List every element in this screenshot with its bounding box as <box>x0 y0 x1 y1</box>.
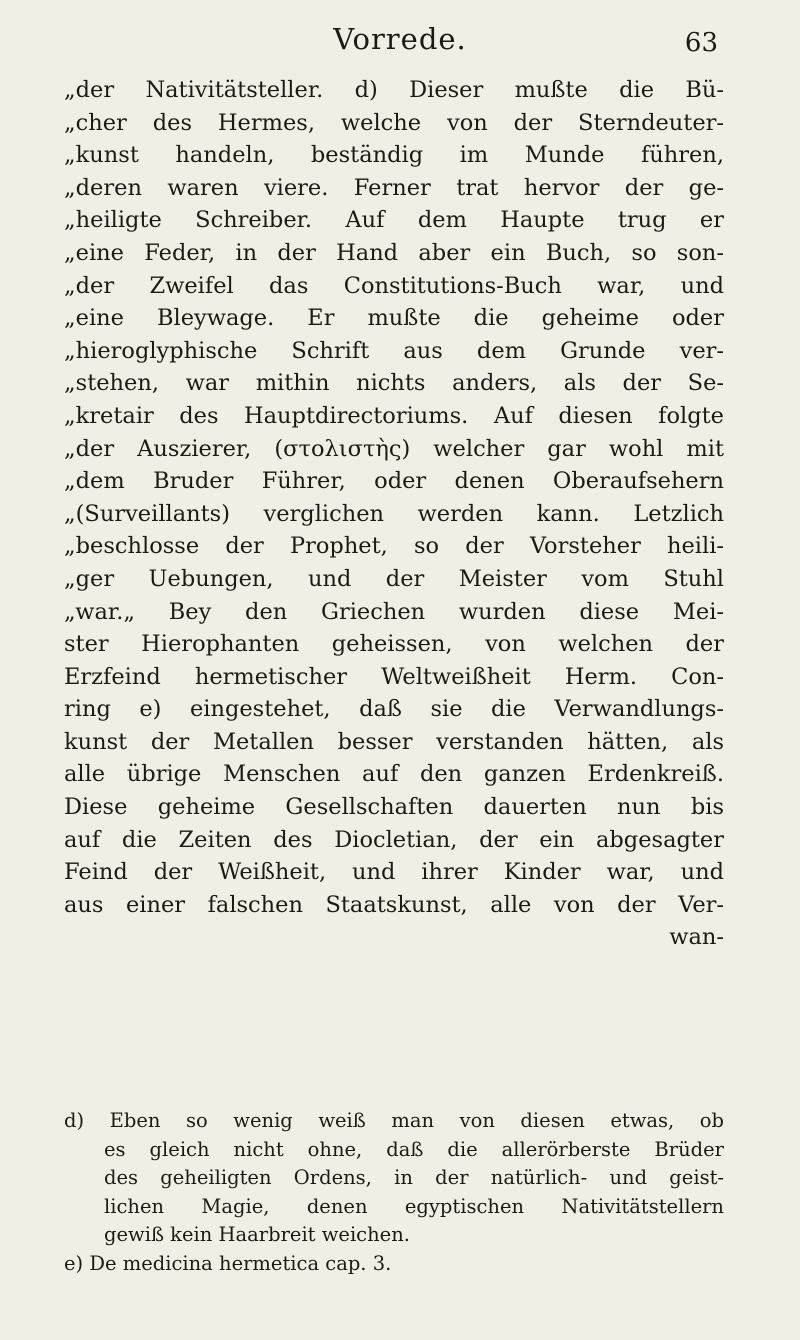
footnote-line: lichen Magie, denen egyptischen Nativitätstellern <box>104 1194 724 1218</box>
footnotes <box>64 1107 724 1278</box>
text-line: „heiligte Schreiber. Auf dem Haupte trug er <box>64 207 724 234</box>
text-line: „kunst handeln, beständig im Munde führen, <box>64 142 724 169</box>
text-line: „stehen, war mithin nichts anders, als der Se- <box>64 370 724 397</box>
text-line: „eine Feder, in der Hand aber ein Buch, so son- <box>64 239 724 266</box>
text-line: „kretair des Hauptdirectoriums. Auf diesen folgte <box>64 402 724 429</box>
footnote-reference: e) De medicina hermetica cap. 3. <box>64 1251 392 1275</box>
text-line: „hieroglyphische Schrift aus dem Grunde ver- <box>64 337 724 364</box>
running-head: Vorrede. <box>333 22 467 56</box>
text-line: „(Surveillants) verglichen werden kann. Letzlich <box>64 500 724 527</box>
text-line: „eine Bleywage. Er mußte die geheime oder <box>64 305 724 332</box>
body-text <box>64 74 724 954</box>
text-line: auf die Zeiten des Diocletian, der ein abgesagter <box>64 826 724 853</box>
text-line: wan- <box>669 924 724 951</box>
text-line: Erzfeind hermetischer Weltweißheit Herm. Con- <box>64 663 724 690</box>
text-line: „der Zweifel das Constitutions-Buch war, und <box>64 272 724 299</box>
text-line: „war.„ Bey den Griechen wurden diese Mei- <box>64 598 724 625</box>
text-line: „deren waren viere. Ferner trat hervor der ge- <box>64 174 724 201</box>
page-header <box>0 20 800 64</box>
footnote-line: es gleich nicht ohne, daß die allerörberste Brüder <box>104 1137 724 1161</box>
text-line: kunst der Metallen besser verstanden hätten, als <box>64 728 724 755</box>
footnote-line: des geheiligten Ordens, in der natürlich- und geist- <box>104 1166 724 1189</box>
text-line: „der Nativitätsteller. d) Dieser mußte die Bü- <box>64 77 724 103</box>
text-line: Feind der Weißheit, und ihrer Kinder war, und <box>64 859 724 886</box>
text-line: „cher des Hermes, welche von der Sterndeuter- <box>64 109 724 136</box>
footnote-line: gewiß kein Haarbreit weichen. <box>104 1223 410 1246</box>
text-line: „beschlosse der Prophet, so der Vorsteher heili- <box>64 533 724 560</box>
page-number: 63 <box>684 28 718 58</box>
text-line: aus einer falschen Staatskunst, alle von der Ver- <box>64 891 724 918</box>
text-line: „der Auszierer, (στολιστὴς) welcher gar wohl mit <box>64 435 724 462</box>
text-line: Diese geheime Gesellschaften dauerten nun bis <box>64 794 724 821</box>
text-line: alle übrige Menschen auf den ganzen Erdenkreiß. <box>64 761 724 788</box>
text-line: ster Hierophanten geheissen, von welchen der <box>64 631 724 658</box>
footnote-line: d) Eben so wenig weiß man von diesen etwas, ob <box>64 1109 724 1132</box>
text-line: „ger Uebungen, und der Meister vom Stuhl <box>64 565 724 592</box>
text-line: „dem Bruder Führer, oder denen Oberaufsehern <box>64 468 724 495</box>
text-line: ring e) eingestehet, daß sie die Verwandlungs- <box>64 696 724 723</box>
